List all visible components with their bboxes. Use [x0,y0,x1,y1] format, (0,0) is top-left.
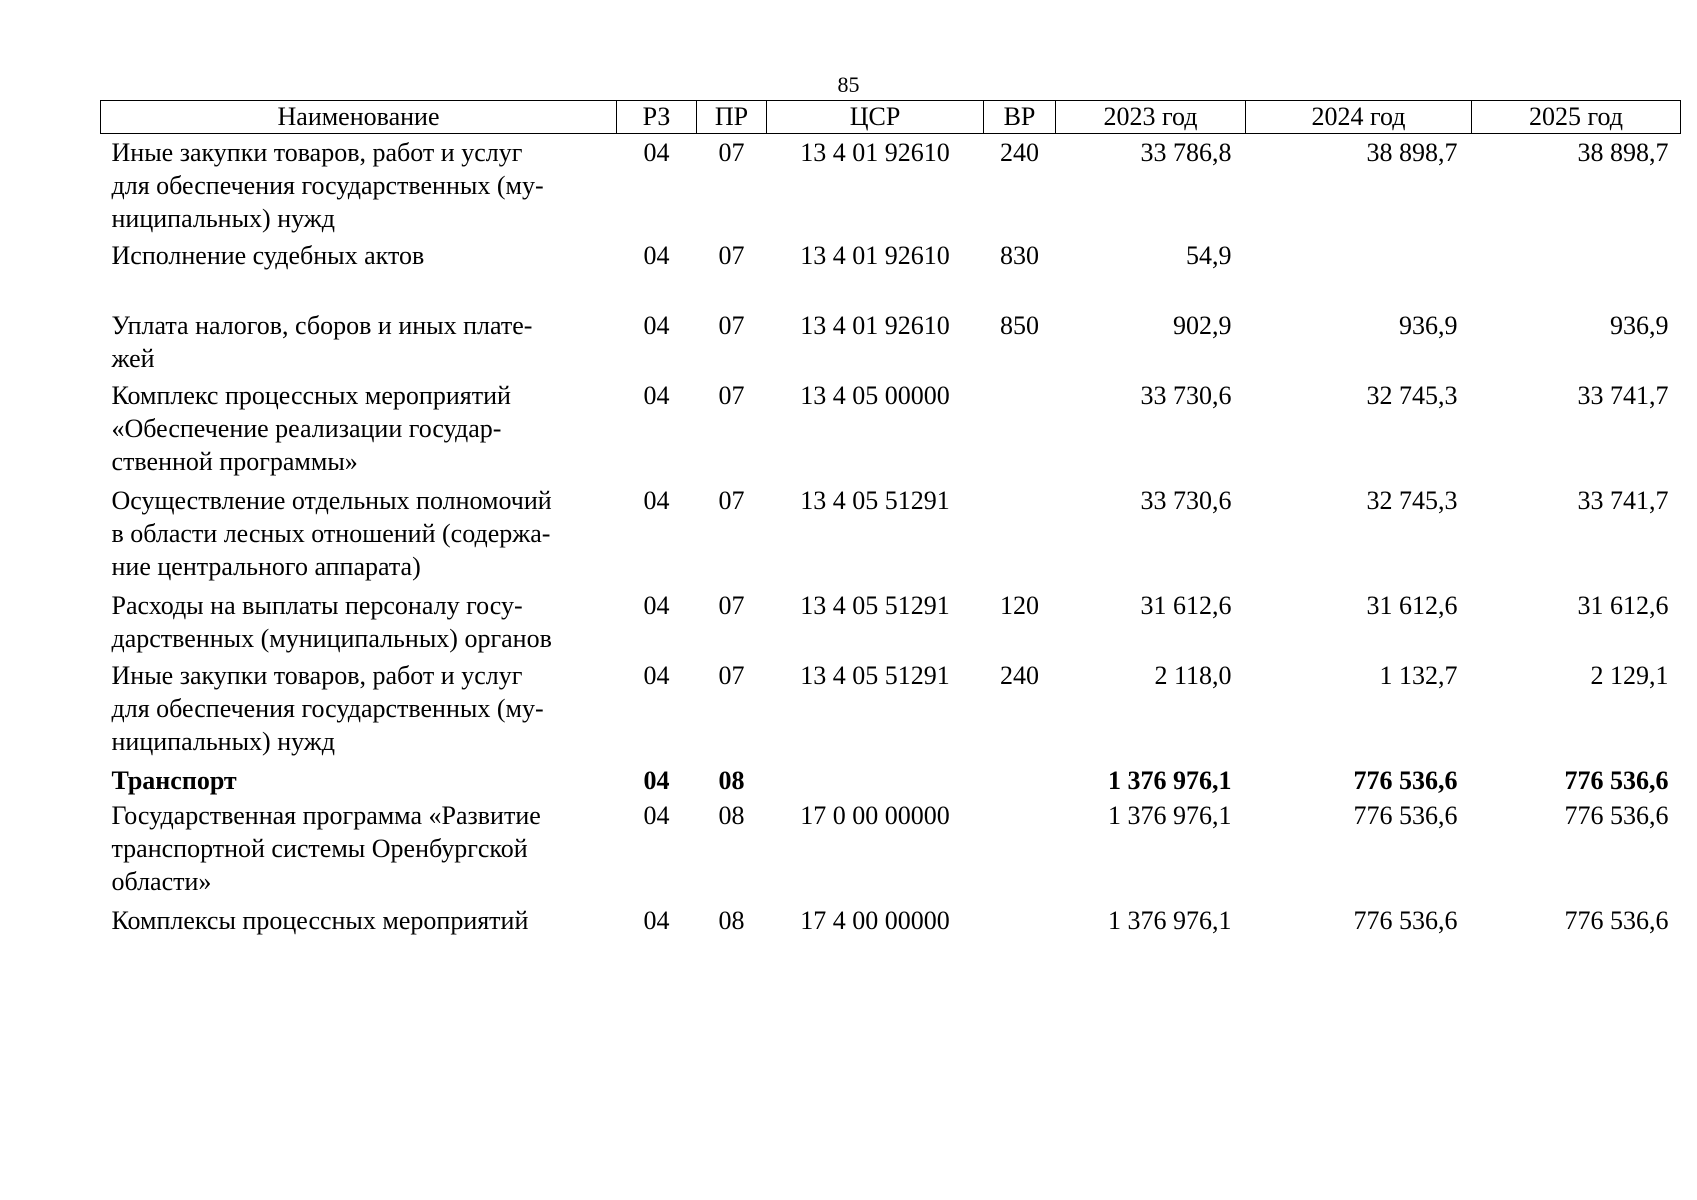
cell-y2025: 776 536,6 [1564,800,1669,830]
row-name-line: для обеспечения государственных (му- [111,693,544,723]
cell-csr: 13 4 01 92610 [800,138,950,167]
row-name-line: ниципальных) нужд [111,726,335,756]
cell-csr [767,764,984,799]
cell-y2024: 31 612,6 [1366,590,1458,620]
row-name-line: для обеспечения государственных (му- [111,171,544,200]
table-row [101,764,1681,799]
cell-rz: 04 [643,310,670,340]
cell-vr: 850 [1000,310,1039,340]
header-pr: ПР [697,101,767,134]
row-name [101,589,617,659]
cell-y2024 [1246,239,1472,309]
table-row [101,659,1681,764]
cell-y2025: 776 536,6 [1564,905,1669,935]
cell-rz: 04 [643,590,670,620]
row-name-line: в области лесных отношений (содержа- [111,518,551,548]
table-row [101,309,1681,379]
header-2025: 2025 год [1472,101,1681,134]
cell-y2023: 33 730,6 [1140,485,1232,515]
cell-pr: 07 [718,240,745,270]
cell-y2023: 33 786,8 [1140,138,1232,167]
cell-vr [984,799,1056,904]
cell-pr: 07 [718,485,745,515]
table-row [101,239,1681,309]
row-name-line: «Обеспечение реализации государ- [111,413,502,443]
row-name-line: ниципальных) нужд [111,204,335,233]
cell-y2025: 33 741,7 [1577,485,1669,515]
cell-csr: 17 0 00 00000 [800,800,950,830]
cell-csr: 13 4 05 51291 [800,660,950,690]
cell-y2024: 776 536,6 [1353,765,1458,795]
row-name-line: жей [111,343,155,373]
cell-csr: 13 4 05 51291 [800,590,950,620]
cell-csr: 13 4 05 51291 [800,485,950,515]
row-name-line: дарственных (муниципальных) органов [111,623,552,653]
cell-vr: 120 [1000,590,1039,620]
cell-y2024: 936,9 [1399,310,1458,340]
cell-y2024: 776 536,6 [1353,800,1458,830]
cell-pr: 07 [718,310,745,340]
cell-y2023: 902,9 [1173,310,1232,340]
cell-rz: 04 [643,138,670,167]
row-name-line: Уплата налогов, сборов и иных плате- [111,310,533,340]
header-2024: 2024 год [1246,101,1472,134]
cell-rz: 04 [643,660,670,690]
cell-pr: 07 [718,138,745,167]
cell-csr: 13 4 01 92610 [800,240,950,270]
row-name-line: Государственная программа «Развитие [111,800,541,830]
header-rz: РЗ [617,101,697,134]
table-row [101,799,1681,904]
row-name-line: Расходы на выплаты персоналу госу- [111,590,523,620]
row-name [101,239,617,309]
row-name [101,659,617,764]
cell-pr: 08 [718,800,745,830]
cell-rz: 04 [643,905,670,935]
header-name: Наименование [101,101,617,134]
cell-y2025: 33 741,7 [1577,380,1669,410]
cell-y2023: 2 118,0 [1154,660,1232,690]
table-row [101,589,1681,659]
cell-y2023: 1 376 976,1 [1108,765,1232,795]
cell-csr: 13 4 01 92610 [800,310,950,340]
cell-y2024: 1 132,7 [1379,660,1458,690]
table-row [101,904,1681,944]
row-name-line: Иные закупки товаров, работ и услуг [111,138,523,167]
cell-vr: 830 [1000,240,1039,270]
cell-pr: 07 [718,380,745,410]
cell-vr: 240 [1000,660,1039,690]
cell-csr: 17 4 00 00000 [800,905,950,935]
header-row [101,101,1681,134]
cell-y2023: 1 376 976,1 [1108,800,1232,830]
cell-csr: 13 4 05 00000 [800,380,950,410]
row-name-line: Комплексы процессных мероприятий [111,905,529,935]
table-body [101,134,1681,944]
row-name-line: Осуществление отдельных полномочий [111,485,552,515]
cell-y2023: 31 612,6 [1140,590,1232,620]
row-name-line: транспортной системы Оренбургской [111,833,528,863]
cell-y2025 [1472,239,1681,309]
cell-pr: 08 [718,765,745,795]
row-name-line: Комплекс процессных мероприятий [111,380,511,410]
cell-y2025: 776 536,6 [1564,765,1669,795]
cell-rz: 04 [643,765,670,795]
page-number: 85 [837,72,860,97]
cell-y2024: 776 536,6 [1353,905,1458,935]
cell-y2025: 936,9 [1610,310,1669,340]
cell-y2023: 54,9 [1186,240,1232,270]
cell-y2025: 2 129,1 [1590,660,1669,690]
cell-y2023: 1 376 976,1 [1108,905,1232,935]
cell-vr [984,764,1056,799]
row-name-line: области» [111,866,212,896]
row-name [101,799,617,904]
table-row [101,484,1681,589]
cell-y2023: 33 730,6 [1140,380,1232,410]
table-header [101,101,1681,134]
cell-y2025: 31 612,6 [1577,590,1669,620]
header-2023: 2023 год [1056,101,1246,134]
row-name [101,764,617,799]
row-name [101,134,617,239]
cell-rz: 04 [643,240,670,270]
row-name [101,309,617,379]
cell-rz: 04 [643,380,670,410]
row-name [101,379,617,484]
cell-vr: 240 [1000,138,1039,167]
table-row [101,379,1681,484]
cell-pr: 08 [718,905,745,935]
cell-rz: 04 [643,485,670,515]
cell-y2024: 32 745,3 [1366,485,1458,515]
header-csr: ЦСР [767,101,984,134]
cell-rz: 04 [643,800,670,830]
row-name-line: Транспорт [111,765,237,795]
budget-table [100,100,1681,944]
cell-pr: 07 [718,590,745,620]
cell-vr [984,379,1056,484]
cell-y2025: 38 898,7 [1577,138,1669,167]
header-vr: ВР [984,101,1056,134]
cell-vr [984,484,1056,589]
row-name-line: Иные закупки товаров, работ и услуг [111,660,523,690]
cell-y2024: 32 745,3 [1366,380,1458,410]
cell-y2024: 38 898,7 [1366,138,1458,167]
row-name [101,904,617,944]
row-name-line: ние центрального аппарата) [111,551,421,581]
row-name [101,484,617,589]
row-name-line: ственной программы» [111,446,358,476]
cell-vr [984,904,1056,944]
row-name-line: Исполнение судебных актов [111,240,425,270]
table-row [101,134,1681,239]
cell-pr: 07 [718,660,745,690]
